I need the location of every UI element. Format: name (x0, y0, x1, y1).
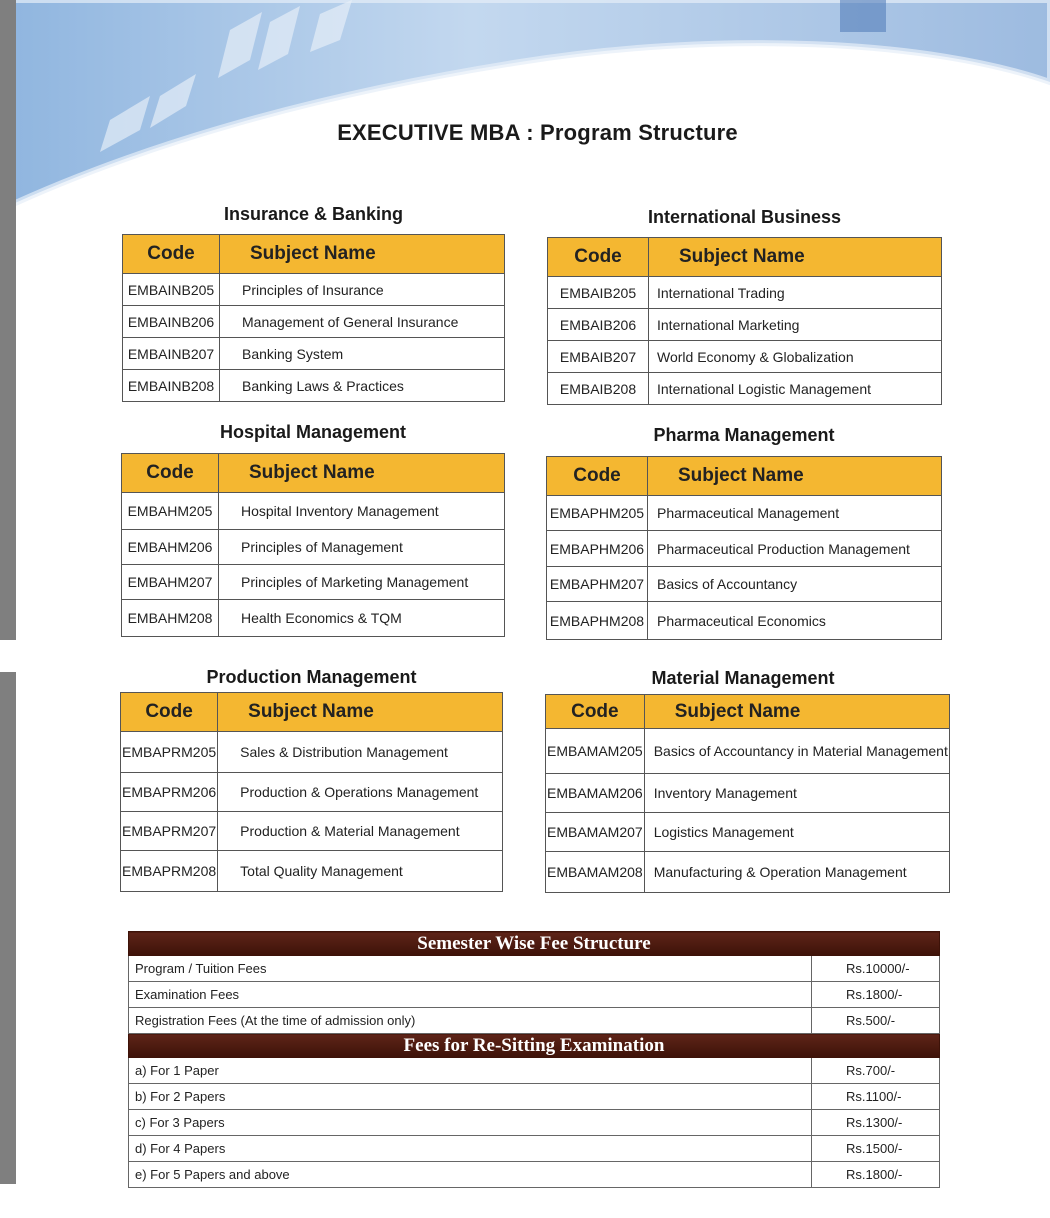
subject-name: Pharmaceutical Economics (648, 602, 942, 640)
subject-name: International Trading (649, 277, 942, 309)
fee-amount: Rs.1800/- (812, 1162, 940, 1188)
resit-fee-heading: Fees for Re-Sitting Examination (129, 1034, 940, 1058)
table-row (123, 338, 505, 370)
subject-code: EMBAPRM207 (121, 812, 218, 851)
subject-code: EMBAPHM207 (547, 567, 648, 602)
fee-header-row (129, 932, 940, 956)
column-header-subject-name: Subject Name (219, 454, 505, 493)
subject-name: Banking Laws & Practices (220, 370, 505, 402)
fee-row (129, 1162, 940, 1188)
subject-name: International Marketing (649, 309, 942, 341)
subject-name: Total Quality Management (218, 851, 503, 892)
fee-row (129, 956, 940, 982)
table-row (546, 729, 950, 774)
table-row (121, 732, 503, 773)
table-row (547, 602, 942, 640)
fee-amount: Rs.500/- (812, 1008, 940, 1034)
fee-amount: Rs.700/- (812, 1058, 940, 1084)
subject-table (122, 234, 505, 402)
fee-label: Registration Fees (At the time of admission only) (129, 1008, 812, 1034)
semester-fee-heading: Semester Wise Fee Structure (129, 932, 940, 956)
subject-name: Production & Material Management (218, 812, 503, 851)
subject-code: EMBAIB208 (548, 373, 649, 405)
section-hospital-management (121, 417, 505, 637)
section-international-business (547, 202, 942, 405)
subject-name: Principles of Management (219, 530, 505, 565)
table-row (546, 813, 950, 852)
column-header-code: Code (547, 457, 648, 496)
table-row (548, 309, 942, 341)
subject-table (546, 456, 942, 640)
table-row (123, 274, 505, 306)
section-title: Insurance & Banking (223, 204, 404, 224)
section-material-management (545, 663, 948, 893)
column-header-subject-name: Subject Name (648, 457, 942, 496)
fee-row (129, 982, 940, 1008)
subject-code: EMBAMAM207 (546, 813, 645, 852)
table-row (122, 600, 505, 637)
table-row (547, 496, 942, 531)
subject-name: Banking System (220, 338, 505, 370)
fee-row (129, 1084, 940, 1110)
column-header-subject-name: Subject Name (644, 695, 949, 729)
subject-code: EMBAIB205 (548, 277, 649, 309)
fee-label: a) For 1 Paper (129, 1058, 812, 1084)
subject-name: Logistics Management (644, 813, 949, 852)
subject-name: Sales & Distribution Management (218, 732, 503, 773)
subject-name: Principles of Marketing Management (219, 565, 505, 600)
subject-code: EMBAPRM208 (121, 851, 218, 892)
subject-code: EMBAPHM206 (547, 531, 648, 567)
table-row (123, 370, 505, 402)
fee-row (129, 1136, 940, 1162)
section-insurance-banking (122, 199, 505, 402)
table-row (121, 851, 503, 892)
subject-name: Production & Operations Management (218, 773, 503, 812)
table-row (547, 531, 942, 567)
subject-table (121, 453, 505, 637)
fee-amount: Rs.1800/- (812, 982, 940, 1008)
subject-name: Pharmaceutical Production Management (648, 531, 942, 567)
section-title: Production Management (206, 667, 417, 687)
fee-row (129, 1058, 940, 1084)
table-row (122, 493, 505, 530)
fee-label: e) For 5 Papers and above (129, 1162, 812, 1188)
subject-code: EMBAPHM208 (547, 602, 648, 640)
table-row (548, 277, 942, 309)
subject-code: EMBAIB207 (548, 341, 649, 373)
table-row (121, 812, 503, 851)
subject-code: EMBAMAM206 (546, 774, 645, 813)
table-row (121, 773, 503, 812)
subject-name: Hospital Inventory Management (219, 493, 505, 530)
section-title: Material Management (651, 668, 835, 688)
subject-name: World Economy & Globalization (649, 341, 942, 373)
subject-code: EMBAHM206 (122, 530, 219, 565)
subject-name: Management of General Insurance (220, 306, 505, 338)
fee-label: Program / Tuition Fees (129, 956, 812, 982)
section-production-management (120, 662, 503, 892)
fee-label: b) For 2 Papers (129, 1084, 812, 1110)
table-row (547, 567, 942, 602)
table-row (122, 530, 505, 565)
subject-code: EMBAPHM205 (547, 496, 648, 531)
table-header-row (547, 457, 942, 496)
column-header-code: Code (121, 693, 218, 732)
column-header-code: Code (546, 695, 645, 729)
table-row (548, 373, 942, 405)
column-header-code: Code (122, 454, 219, 493)
fee-label: c) For 3 Papers (129, 1110, 812, 1136)
column-header-code: Code (548, 238, 649, 277)
subject-name: Health Economics & TQM (219, 600, 505, 637)
fee-structure (128, 931, 940, 1188)
fee-amount: Rs.1100/- (812, 1084, 940, 1110)
subject-code: EMBAIB206 (548, 309, 649, 341)
table-row (546, 852, 950, 893)
table-header-row (548, 238, 942, 277)
table-row (548, 341, 942, 373)
subject-code: EMBAMAM208 (546, 852, 645, 893)
subject-code: EMBAHM205 (122, 493, 219, 530)
fee-header-row (129, 1034, 940, 1058)
fee-amount: Rs.10000/- (812, 956, 940, 982)
subject-code: EMBAMAM205 (546, 729, 645, 774)
page-title: EXECUTIVE MBA : Program Structure (337, 120, 738, 145)
section-pharma-management (546, 420, 942, 640)
table-row (123, 306, 505, 338)
fee-table (128, 931, 940, 1188)
fee-row (129, 1008, 940, 1034)
fee-label: d) For 4 Papers (129, 1136, 812, 1162)
subject-name: Manufacturing & Operation Management (644, 852, 949, 893)
subject-code: EMBAINB206 (123, 306, 220, 338)
table-header-row (121, 693, 503, 732)
subject-name: International Logistic Management (649, 373, 942, 405)
section-title: Hospital Management (219, 422, 407, 442)
subject-table (547, 237, 942, 405)
subject-name: Basics of Accountancy in Material Management (644, 729, 949, 774)
subject-table (545, 694, 950, 893)
section-title: International Business (647, 207, 842, 227)
subject-name: Principles of Insurance (220, 274, 505, 306)
subject-table (120, 692, 503, 892)
subject-code: EMBAHM207 (122, 565, 219, 600)
column-header-subject-name: Subject Name (218, 693, 503, 732)
subject-name: Inventory Management (644, 774, 949, 813)
section-title: Pharma Management (653, 425, 835, 445)
table-header-row (546, 695, 950, 729)
subject-name: Basics of Accountancy (648, 567, 942, 602)
subject-code: EMBAPRM206 (121, 773, 218, 812)
subject-name: Pharmaceutical Management (648, 496, 942, 531)
table-row (122, 565, 505, 600)
fee-amount: Rs.1300/- (812, 1110, 940, 1136)
fee-label: Examination Fees (129, 982, 812, 1008)
column-header-subject-name: Subject Name (649, 238, 942, 277)
subject-code: EMBAHM208 (122, 600, 219, 637)
column-header-code: Code (123, 235, 220, 274)
subject-code: EMBAPRM205 (121, 732, 218, 773)
subject-code: EMBAINB207 (123, 338, 220, 370)
subject-code: EMBAINB208 (123, 370, 220, 402)
fee-row (129, 1110, 940, 1136)
fee-amount: Rs.1500/- (812, 1136, 940, 1162)
table-header-row (123, 235, 505, 274)
subject-code: EMBAINB205 (123, 274, 220, 306)
table-row (546, 774, 950, 813)
table-header-row (122, 454, 505, 493)
column-header-subject-name: Subject Name (220, 235, 505, 274)
